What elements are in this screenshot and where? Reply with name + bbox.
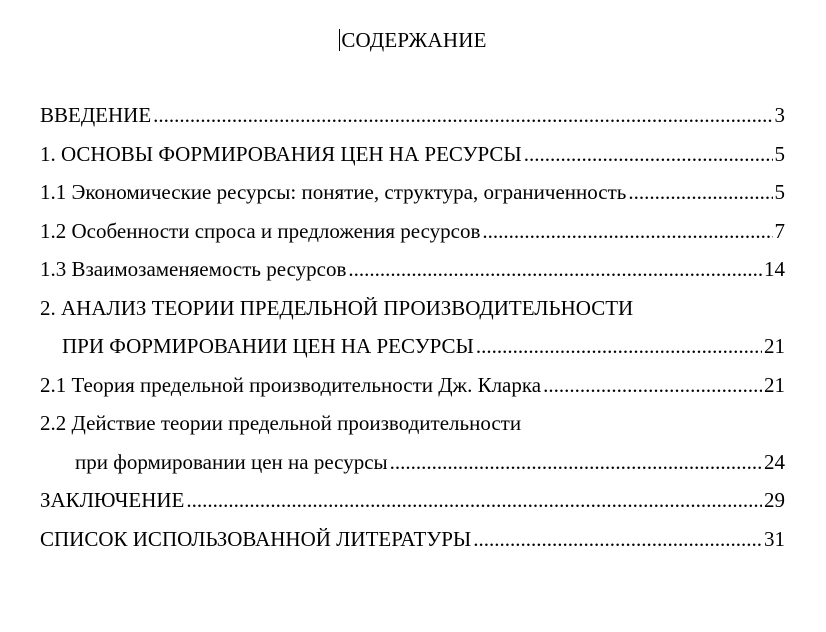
toc-entry-introduction[interactable] — [40, 103, 785, 142]
toc-entry-chapter-2-line-2[interactable] — [40, 334, 785, 373]
toc-entry-label: 2.2 Действие теории предельной производительности — [40, 411, 522, 435]
toc-entry-label: 1. ОСНОВЫ ФОРМИРОВАНИЯ ЦЕН НА РЕСУРСЫ — [40, 141, 522, 166]
page-title — [0, 28, 826, 53]
toc-entry-page: 14 — [764, 257, 785, 281]
toc-entry-section-2-2-line-1[interactable] — [40, 411, 785, 450]
toc-entry-page: 5 — [774, 180, 785, 204]
toc-leader-dots — [348, 257, 762, 282]
toc-entry-section-1-3[interactable] — [40, 257, 785, 296]
toc-leader-dots — [153, 103, 772, 128]
toc-entry-section-1-2[interactable] — [40, 219, 785, 258]
toc-entry-label: СПИСОК ИСПОЛЬЗОВАННОЙ ЛИТЕРАТУРЫ — [40, 526, 472, 551]
toc-entry-page: 5 — [774, 141, 785, 166]
toc-entry-label: ЗАКЛЮЧЕНИЕ — [40, 488, 185, 512]
toc-entry-page: 21 — [764, 372, 785, 397]
toc-leader-dots — [543, 373, 762, 398]
toc-entry-label: ВВЕДЕНИЕ — [40, 103, 152, 127]
toc-leader-dots — [390, 450, 762, 475]
toc-entry-label: 1.1 Экономические ресурсы: понятие, структура, ограниченность — [40, 180, 627, 204]
toc-leader-dots — [628, 180, 772, 205]
toc-entry-section-1-1[interactable] — [40, 180, 785, 219]
toc-entry-label: ПРИ ФОРМИРОВАНИИ ЦЕН НА РЕСУРСЫ — [62, 334, 474, 358]
toc-leader-dots — [473, 527, 762, 552]
toc-leader-dots — [524, 142, 773, 167]
toc-entry-section-2-2-line-2[interactable] — [40, 450, 785, 489]
toc-entry-chapter-1[interactable] — [40, 142, 785, 181]
toc-entry-page: 3 — [774, 103, 785, 127]
toc-entry-page: 7 — [774, 218, 785, 243]
toc-leader-dots — [186, 488, 762, 513]
toc-entry-label: 1.2 Особенности спроса и предложения ресурсов — [40, 218, 481, 243]
toc-entry-page: 24 — [764, 449, 785, 474]
toc-leader-dots — [482, 219, 772, 244]
toc-leader-dots — [476, 334, 762, 359]
toc-entry-label: 1.3 Взаимозаменяемость ресурсов — [40, 257, 347, 281]
toc-entry-page: 29 — [764, 488, 785, 512]
toc-entry-label: 2. АНАЛИЗ ТЕОРИИ ПРЕДЕЛЬНОЙ ПРОИЗВОДИТЕЛЬНОСТИ — [40, 295, 634, 320]
toc-entry-page: 21 — [764, 334, 785, 358]
table-of-contents — [40, 103, 785, 565]
toc-entry-section-2-1[interactable] — [40, 373, 785, 412]
toc-entry-conclusion[interactable] — [40, 488, 785, 527]
toc-entry-page: 31 — [764, 526, 785, 551]
toc-entry-label: 2.1 Теория предельной производительности Дж. Кларка — [40, 372, 542, 397]
toc-entry-chapter-2-line-1[interactable] — [40, 296, 785, 335]
toc-entry-label: при формировании цен на ресурсы — [75, 449, 388, 474]
toc-entry-bibliography[interactable] — [40, 527, 785, 566]
page-title-text: СОДЕРЖАНИЕ — [341, 28, 487, 52]
